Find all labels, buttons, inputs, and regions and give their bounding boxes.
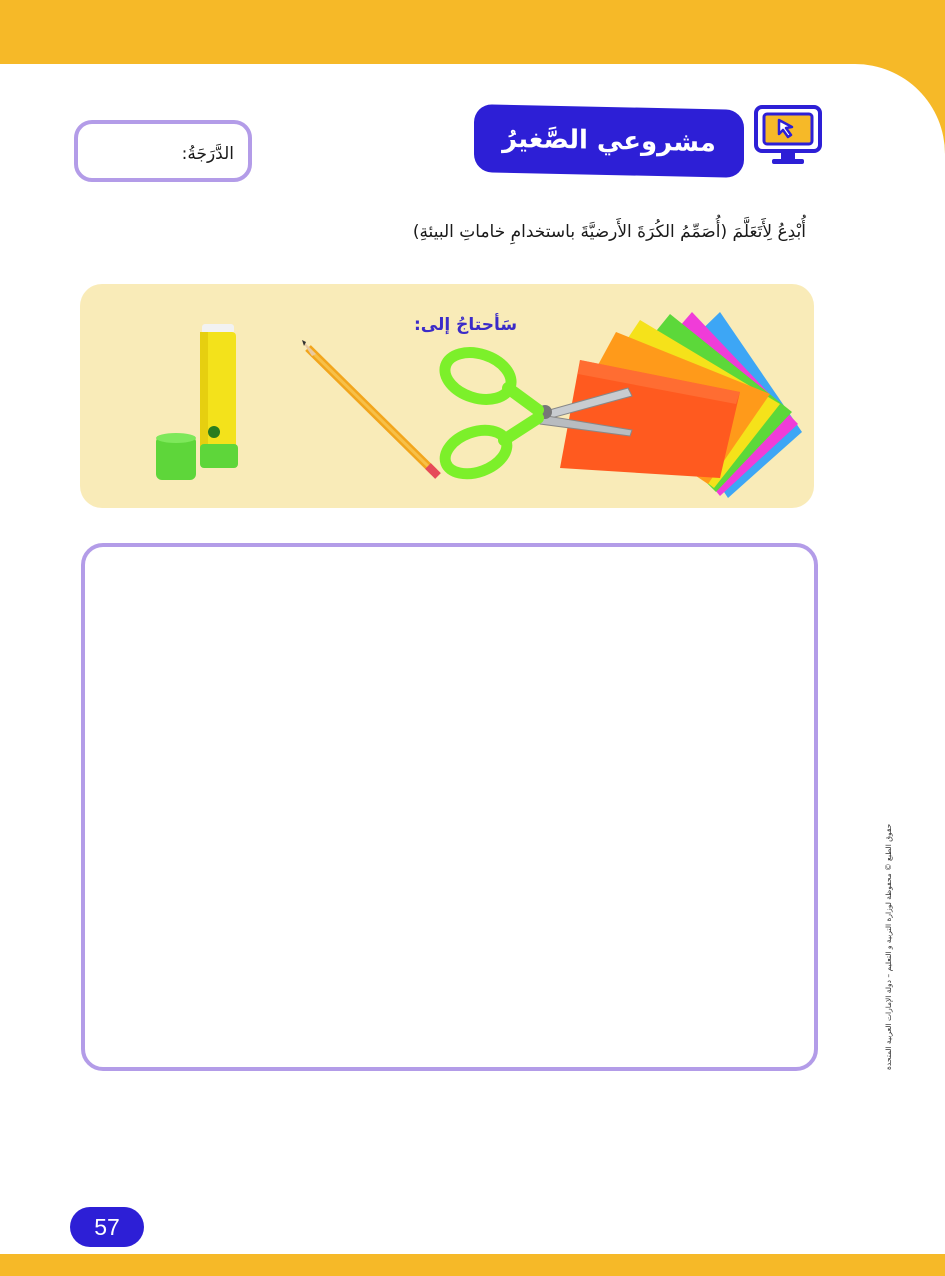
- page-number: 57: [70, 1207, 144, 1247]
- grade-label: الدَّرَجَةُ:: [181, 144, 234, 164]
- page-title: مشروعي الصَّغيرُ: [502, 123, 716, 159]
- top-color-band: [0, 0, 945, 64]
- drawing-area[interactable]: [81, 543, 818, 1071]
- copyright-notice-container: [884, 800, 898, 1070]
- title-banner: [474, 104, 744, 178]
- bottom-color-band: [0, 1254, 945, 1276]
- glue-stick-icon: [156, 324, 238, 480]
- monitor-cursor-icon: [752, 104, 824, 168]
- pencil-icon: [302, 340, 438, 476]
- grade-field[interactable]: [74, 120, 252, 182]
- activity-instruction: أُبْدِعُ لِأَتَعَلَّمَ (أُصَمِّمُ الكُرَةَ الأَرضيَّةَ باستخدامِ خاماتِ البيئةِ): [412, 222, 806, 242]
- materials-label: سَأحتاجُ إلى:: [414, 315, 518, 335]
- copyright-notice: حقوق الطبع © محفوظة لوزارة التربية و التعليم – دولة الإمارات العربية المتحدة: [884, 823, 893, 1070]
